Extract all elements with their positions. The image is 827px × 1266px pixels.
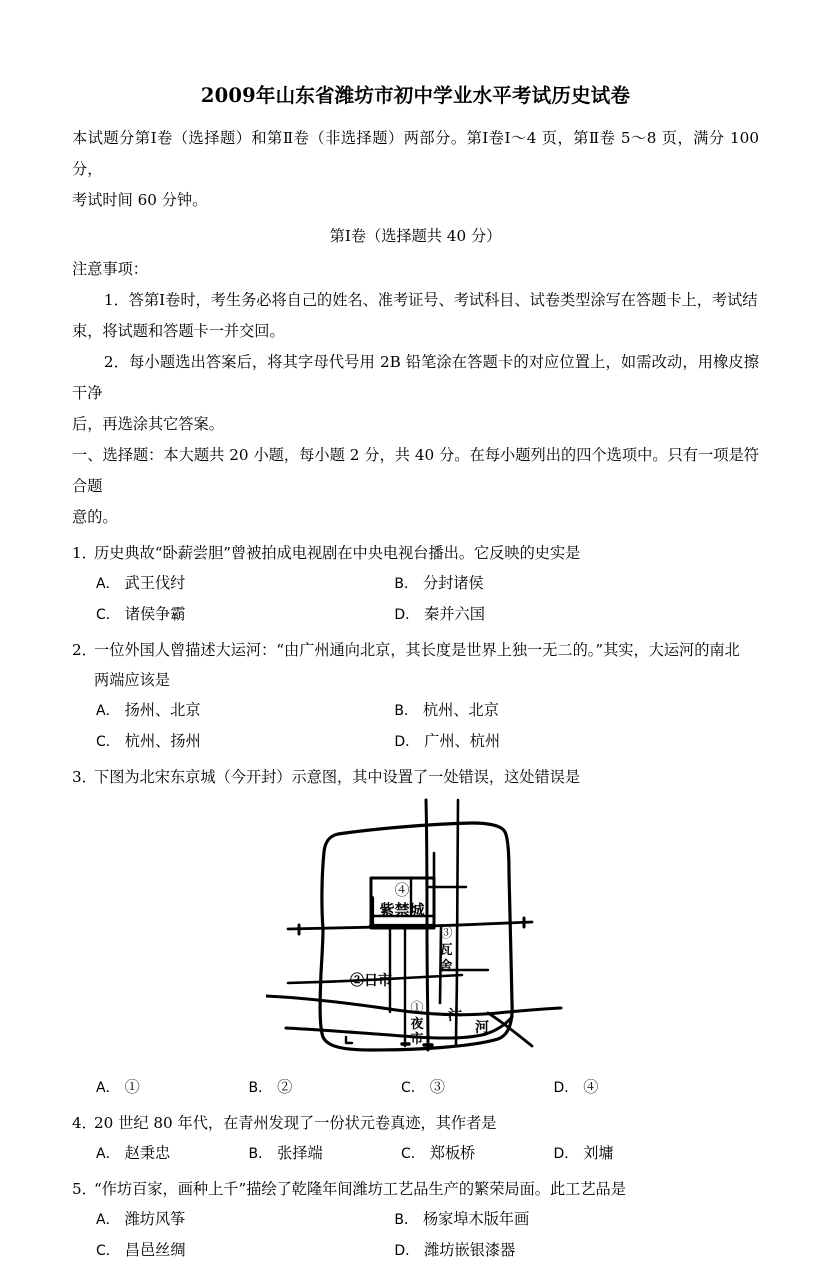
question-2-option-d[interactable] (394, 726, 726, 757)
question-1-options-row-1 (72, 568, 759, 599)
option-text: ④ (583, 1078, 599, 1097)
option-label: C． (96, 1243, 120, 1260)
question-4-options-row-1 (72, 1138, 759, 1169)
notice-heading: 注意事项： (72, 260, 148, 279)
question-4-text: 20 世纪 80 年代，在青州发现了一份状元卷真迹，其作者是 (94, 1114, 497, 1133)
map-label-3-number: ③ (438, 926, 453, 942)
question-1-option-a[interactable] (96, 568, 394, 599)
option-label: B． (248, 1080, 273, 1097)
question-5-text: “作坊百家，画种上千”描绘了乾隆年间潍坊工艺品生产的繁荣局面。此工艺品是 (94, 1180, 626, 1199)
question-3-options-row-1 (72, 1072, 759, 1103)
section-1-heading: 第Ⅰ卷（选择题共 40 分） (329, 227, 502, 246)
option-text: 诸侯争霸 (124, 605, 186, 624)
option-text: ③ (429, 1078, 445, 1097)
option-label: A． (96, 1212, 120, 1229)
option-text: 武王伐纣 (124, 574, 186, 593)
map-label-2: ②日市 (349, 973, 392, 990)
option-text: 杭州、扬州 (124, 732, 201, 751)
notice-2-line-1: 2．每小题选出答案后，将其字母代号用 2B 铅笔涂在答题卡的对应位置上，如需改动，用橡皮擦干净 (72, 353, 759, 403)
question-3 (72, 762, 759, 1103)
option-label: D． (394, 1243, 420, 1260)
question-5-option-c[interactable] (96, 1235, 394, 1266)
question-1-option-d[interactable] (394, 599, 726, 630)
option-text: 潍坊风筝 (124, 1210, 186, 1229)
question-2-number: 2． (72, 641, 97, 660)
question-5-option-d[interactable] (394, 1235, 726, 1266)
intro-line-1: 本试题分第Ⅰ卷（选择题）和第Ⅱ卷（非选择题）两部分。第Ⅰ卷I～4 页，第Ⅱ卷 5～8 页，满分 100 分， (72, 129, 759, 179)
question-1-number: 1． (72, 544, 97, 563)
question-4-option-a[interactable] (96, 1138, 248, 1169)
option-label: D． (553, 1080, 579, 1097)
option-text: 杨家埠木版年画 (422, 1210, 530, 1229)
map-label-3-text-1: 瓦 (438, 943, 453, 959)
option-text: 分封诸侯 (422, 574, 484, 593)
option-label: A． (96, 576, 120, 593)
question-2-option-b[interactable] (394, 695, 726, 726)
map-label-1-text-2: 市 (409, 1032, 424, 1048)
part-1-heading-line-1: 一、选择题：本大题共 20 小题，每小题 2 分，共 40 分。在每小题列出的四个选项中。只有一项是符合题 (72, 446, 759, 496)
option-text: 郑板桥 (429, 1144, 476, 1163)
question-5-option-b[interactable] (394, 1204, 726, 1235)
question-2-option-c[interactable] (96, 726, 394, 757)
map-label-river-2: 河 (474, 1020, 489, 1037)
question-5-stem (72, 1174, 759, 1204)
option-label: D． (553, 1146, 579, 1163)
question-5 (72, 1174, 759, 1266)
option-label: D． (394, 607, 420, 624)
intro-line-2: 考试时间 60 分钟。 (72, 191, 208, 210)
option-label: A． (96, 1146, 120, 1163)
question-4 (72, 1108, 759, 1169)
question-4-stem (72, 1108, 759, 1138)
question-3-stem (72, 762, 759, 792)
question-4-option-b[interactable] (248, 1138, 400, 1169)
option-label: C． (400, 1146, 425, 1163)
map-label-3-text-2: 舍 (438, 959, 453, 975)
option-label: C． (96, 607, 120, 624)
part-1-heading-line-2: 意的。 (72, 508, 118, 527)
question-3-option-c[interactable] (401, 1072, 553, 1103)
option-text: 张择端 (277, 1144, 323, 1163)
option-label: B． (394, 1212, 418, 1229)
option-label: C． (96, 734, 120, 751)
option-label: C． (400, 1080, 425, 1097)
map-label-4-number: ④ (393, 881, 410, 900)
question-1-option-c[interactable] (96, 599, 394, 630)
option-text: 赵秉忠 (124, 1144, 171, 1163)
question-4-number: 4． (72, 1114, 97, 1133)
city-wall-bottom-nub (346, 1037, 352, 1043)
option-label: B． (394, 576, 418, 593)
question-2-option-a[interactable] (96, 695, 394, 726)
question-2-stem (72, 635, 759, 665)
question-2-text: 一位外国人曾描述大运河：“由广州通向北京，其长度是世界上独一无二的。”其实，大运河的南北 (94, 641, 740, 660)
question-3-option-a[interactable] (96, 1072, 248, 1103)
question-5-options-row-2 (72, 1235, 759, 1266)
question-5-options-row-1 (72, 1204, 759, 1235)
notice-2-line-2: 后，再选涂其它答案。 (72, 415, 224, 434)
option-text: 扬州、北京 (124, 701, 201, 720)
option-label: D． (394, 734, 420, 751)
question-3-option-d[interactable] (553, 1072, 705, 1103)
question-5-option-a[interactable] (96, 1204, 394, 1235)
page-title: 2009年山东省潍坊市初中学业水平考试历史试卷 (200, 84, 631, 107)
question-3-text: 下图为北宋东京城（今开封）示意图，其中设置了一处错误，这处错误是 (94, 768, 580, 787)
question-1-options-row-2 (72, 599, 759, 630)
question-4-option-d[interactable] (553, 1138, 705, 1169)
option-label: B． (394, 703, 418, 720)
question-2 (72, 635, 759, 757)
notice-1-line-1: 1．答第Ⅰ卷时，考生务必将自己的姓名、准考证号、考试科目、试卷类型涂写在答题卡上，考试结 (103, 291, 758, 310)
option-label: B． (248, 1146, 273, 1163)
option-text: ① (124, 1078, 140, 1097)
option-text: 广州、杭州 (424, 732, 501, 751)
dongjing-city-map-svg (266, 798, 566, 1068)
question-3-number: 3． (72, 768, 97, 787)
option-label: A． (96, 703, 120, 720)
option-text: 潍坊嵌银漆器 (424, 1241, 516, 1260)
question-4-option-c[interactable] (401, 1138, 553, 1169)
question-2-options-row-2 (72, 726, 759, 757)
option-text: ② (277, 1078, 293, 1097)
question-2-stem-continued: 两端应该是 (94, 671, 170, 690)
map-label-4-text: 紫禁城 (378, 901, 425, 920)
option-label: A． (96, 1080, 120, 1097)
option-text: 昌邑丝绸 (124, 1241, 186, 1260)
question-1 (72, 538, 759, 630)
map-label-river-1: 汴 (447, 1008, 462, 1025)
option-text: 刘墉 (583, 1144, 614, 1163)
question-1-text: 历史典故“卧薪尝胆”曾被拍成电视剧在中央电视台播出。它反映的史实是 (94, 544, 581, 563)
dongjing-city-map-figure (72, 798, 759, 1068)
notice-1-line-2: 束，将试题和答题卡一并交回。 (72, 322, 285, 341)
question-2-options-row-1 (72, 695, 759, 726)
map-label-1-number: ① (409, 1001, 424, 1017)
question-3-option-b[interactable] (248, 1072, 400, 1103)
option-text: 秦并六国 (424, 605, 485, 624)
question-1-option-b[interactable] (394, 568, 726, 599)
question-5-number: 5． (72, 1180, 97, 1199)
option-text: 杭州、北京 (422, 701, 499, 720)
question-1-stem (72, 538, 759, 568)
map-label-1-text-1: 夜 (409, 1017, 424, 1033)
